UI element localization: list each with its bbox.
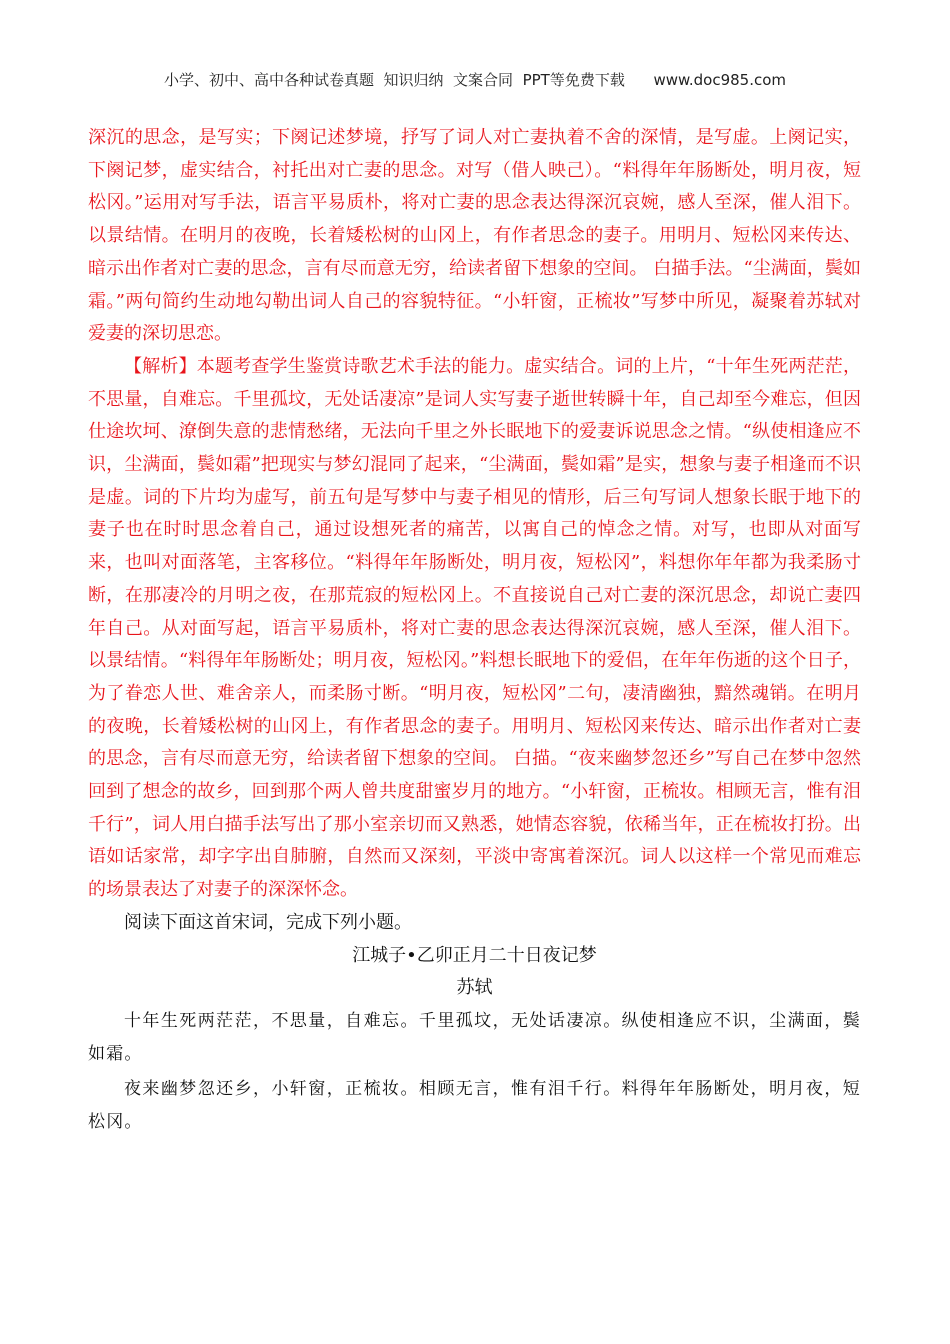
poem-author: 苏轼 xyxy=(456,977,493,999)
answer-paragraph-continued: 深沉的思念，是写实；下阕记述梦境，抒写了词人对亡妻执着不舍的深情，是写虚。上阕记实，下阕记梦，虚实结合，衬托出对亡妻的思念。对写（借人映己）。“料得年年肠断处，明月夜，短松冈。”运用对写手法，语言平易质朴，将对亡妻的思念表达得深沉哀婉，感人至深，催人泪下。以景结情。在明月的夜晚，长着矮松树的山冈上，有作者思念的妻子。用明月、短松冈来传达、暗示出作者对亡妻的思念，言有尽而意无穷，给读者留下想象的空间。 白描手法。“尘满面，鬓如霜。”两句简约生动地勾勒出词人自己的容貌特征。“小轩窗，正梳妆”写梦中所见，凝聚着苏轼对爱妻的深切思恋。 xyxy=(88,127,861,345)
poem-stanza-1: 十年生死两茫茫，不思量，自难忘。千里孤坟，无处话凄凉。纵使相逢应不识，尘满面，鬓如霜。 xyxy=(88,1010,861,1064)
poem-stanza-2: 夜来幽梦忽还乡，小轩窗，正梳妆。相顾无言，惟有泪千行。料得年年肠断处，明月夜，短松冈。 xyxy=(88,1078,861,1132)
reading-instruction: 阅读下面这首宋词，完成下列小题。 xyxy=(124,911,412,933)
poem-title: 江城子•乙卯正月二十日夜记梦 xyxy=(352,944,597,966)
analysis-paragraph: 【解析】本题考查学生鉴赏诗歌艺术手法的能力。虚实结合。词的上片，“十年生死两茫茫，不思量，自难忘。千里孤坟，无处话凄凉”是词人实写妻子逝世转瞬十年，自己却至今难忘，但因仕途坎坷、潦倒失意的悲情愁绪，无法向千里之外长眠地下的爱妻诉说思念之情。“纵使相逢应不识，尘满面，鬓如霜”把现实与梦幻混同了起来，“尘满面，鬓如霜”是实，想象与妻子相逢而不识是虚。词的下片均为虚写，前五句是写梦中与妻子相见的情形，后三句写词人想象长眠于地下的妻子也在时时思念着自己，通过设想死者的痛苦，以寓自己的悼念之情。对写，也即从对面写来，也叫对面落笔，主客移位。“料得年年肠断处，明月夜，短松冈”，料想你年年都为我柔肠寸断，在那凄冷的月明之夜，在那荒寂的短松冈上。不直接说自己对亡妻的深沉思念，却说亡妻四年自己。从对面写起，语言平易质朴，将对亡妻的思念表达得深沉哀婉，感人至深，催人泪下。 以景结情。“料得年年肠断处；明月夜，短松冈。”料想长眠地下的爱侣，在年年伤逝的这个日子，为了眷恋人世、难舍亲人，而柔肠寸断。“明月夜，短松冈”二句，凄清幽独，黯然魂销。在明月的夜晚，长着矮松树的山冈上，有作者思念的妻子。用明月、短松冈来传达、暗示出作者对亡妻的思念，言有尽而意无穷，给读者留下想象的空间。 白描。“夜来幽梦忽还乡”写自己在梦中忽然回到了想念的故乡，回到那个两人曾共度甜蜜岁月的地方。“小轩窗，正梳妆。相顾无言，惟有泪千行”，词人用白描手法写出了那小室亲切而又熟悉，她情态容貌，依稀当年，正在梳妆打扮。出语如话家常，却字字出自肺腑，自然而又深刻，平淡中寄寓着深沉。词人以这样一个常见而难忘的场景表达了对妻子的深深怀念。 xyxy=(88,355,861,901)
page-header: 小学、初中、高中各种试卷真题 知识归纳 文案合同 PPT等免费下载 www.doc985.com xyxy=(163,71,787,89)
document-body xyxy=(88,122,861,1139)
